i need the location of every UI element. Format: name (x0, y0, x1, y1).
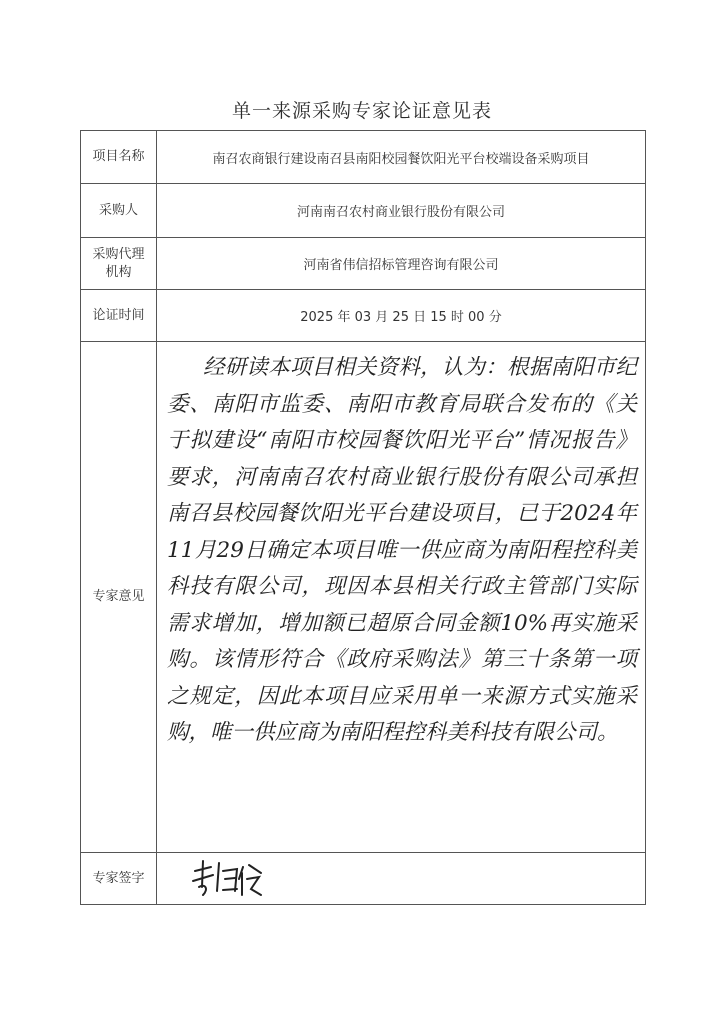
handwritten-signature (187, 857, 267, 901)
demo-time-label: 论证时间 (81, 290, 157, 342)
signature-cell (157, 853, 646, 905)
opinion-cell (157, 342, 646, 853)
project-name-row (81, 131, 646, 184)
signature-row (81, 853, 646, 905)
argument-form-table (80, 130, 646, 905)
agency-value: 河南省伟信招标管理咨询有限公司 (157, 238, 646, 290)
demo-time-value: 2025 年 03 月 25 日 15 时 00 分 (157, 290, 646, 342)
agency-label-line1: 采购代理 (92, 246, 145, 262)
project-name-value: 南召农商银行建设南召县南阳校园餐饮阳光平台校端设备采购项目 (157, 131, 646, 184)
opinion-text: 经研读本项目相关资料，认为：根据南阳市纪委、南阳市监委、南阳市教育局联合发布的《关于拟建设“南阳市校园餐饮阳光平台”情况报告》要求，河南南召农村商业银行股份有限公司承担南召县校园餐饮阳光平台建设项目，已于2024年11月29日确定本项目唯一供应商为南阳程控科美科技有限公司，现因本县相关行政主管部门实际需求增加，增加额已超原合同金额10%再实施采购。该情形符合《政府采购法》第三十条第一项之规定，因此本项目应采用单一来源方式实施采购，唯一供应商为南阳程控科美科技有限公司。 (167, 355, 637, 745)
purchaser-row (81, 184, 646, 238)
agency-label-line2: 机构 (105, 264, 132, 280)
agency-label (81, 238, 157, 290)
purchaser-value: 河南南召农村商业银行股份有限公司 (157, 184, 646, 238)
demo-time-row (81, 290, 646, 342)
purchaser-label: 采购人 (81, 184, 157, 238)
project-name-label: 项目名称 (81, 131, 157, 184)
page-title: 单一来源采购专家论证意见表 (231, 100, 492, 122)
opinion-row (81, 342, 646, 853)
agency-row (81, 238, 646, 290)
signature-label: 专家签字 (81, 853, 157, 905)
opinion-label: 专家意见 (81, 342, 157, 853)
